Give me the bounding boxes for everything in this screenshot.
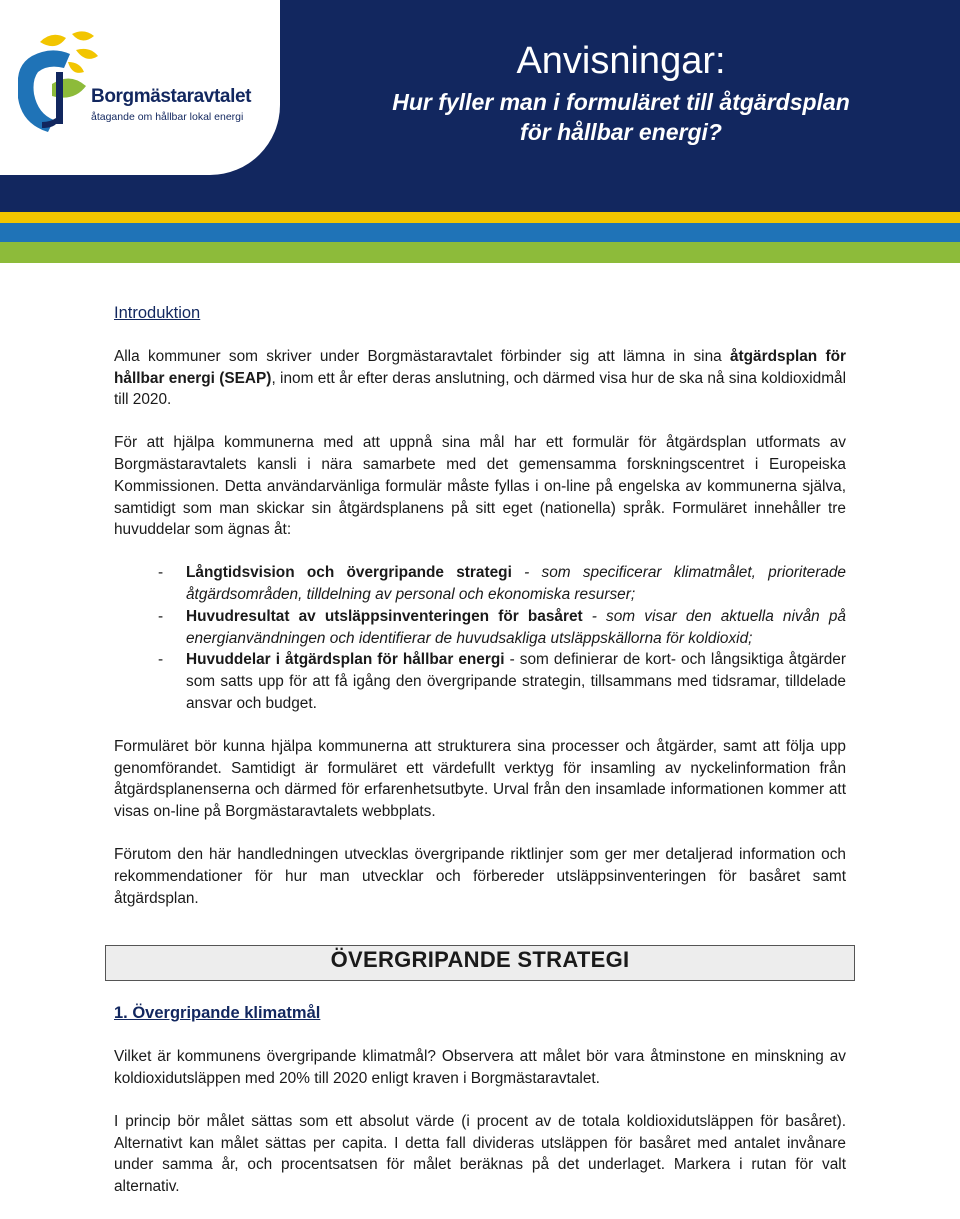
intro-p1-text-a: Alla kommuner som skriver under Borgmästaravtalet förbinder sig att lämna in sina xyxy=(114,347,730,365)
main-parts-list xyxy=(114,562,846,715)
list-item-text: - som specificerar klimatmålet, prioriterade åtgärdsområden, tilldelning av personal och ekonomiska resurser; xyxy=(186,564,846,603)
document-body xyxy=(114,303,846,1219)
header-yellow-stripe xyxy=(0,212,960,223)
section-title-box xyxy=(105,945,855,981)
list-item-title: Huvuddelar i åtgärdsplan för hållbar energi xyxy=(186,651,505,669)
intro-paragraph-2: För att hjälpa kommunerna med att uppnå sina mål har ett formulär för åtgärdsplan utformats av Borgmästaravtalets kansli i nära samarbete med det gemensamma forskningscentret i Europeiska Kommissionen. Detta användarvänliga formulär måste fyllas i on-line på engelska av kommunerna själva, samtidigt som man skickar sin åtgärdsplanens på sitt eget (nationella) språk. Formuläret innehåller tre huvuddelar som ägnas åt: xyxy=(114,434,846,539)
covenant-logo-icon xyxy=(12,28,102,132)
page-subtitle-line-2: för hållbar energi? xyxy=(520,119,722,145)
list-item-title: Huvudresultat av utsläppsinventeringen för basåret xyxy=(186,607,583,625)
intro-heading: Introduktion xyxy=(114,304,201,322)
climate-goal-heading: 1. Övergripande klimatmål xyxy=(114,1004,321,1023)
header-green-stripe xyxy=(0,242,960,263)
page-subtitle-line-1: Hur fyller man i formuläret till åtgärdsplan xyxy=(392,89,850,115)
list-item-text: - som visar den aktuella nivån på energianvändningen och identifierar de huvudsakliga utsläppskällorna för koldioxid; xyxy=(186,607,846,647)
list-dash: - xyxy=(158,651,164,669)
header-blue-stripe xyxy=(0,223,960,242)
list-item-text: - som definierar de kort- och långsiktiga åtgärder som satts upp för att få igång den övergripande strategin, tillsammans med tidsramar, tilldelade ansvar och budget. xyxy=(186,651,846,712)
page-subtitle xyxy=(282,87,960,147)
list-item-title: Långtidsvision och övergripande strategi xyxy=(186,564,512,582)
list-item xyxy=(114,606,846,650)
intro-paragraph-1 xyxy=(114,346,846,411)
strategy-paragraph-2: I princip bör målet sättas som ett absolut värde (i procent av de totala koldioxidutsläppen för basåret). Alternativt kan målet sättas per capita. I detta fall divideras utsläppen för basåret med antalet invånare under samma år, och procentsatsen för målet beräknas på det underlaget. Markera i rutan för valt alternativ. xyxy=(114,1112,846,1196)
intro-p1-bold: åtgärdsplan för hållbar energi (SEAP) xyxy=(114,347,846,387)
logo-name: Borgmästaravtalet xyxy=(91,86,252,107)
list-item xyxy=(114,649,846,714)
logo-tagline: åtagande om hållbar lokal energi xyxy=(91,111,244,123)
strategy-paragraph-1: Vilket är kommunens övergripande klimatmål? Observera att målet bör vara åtminstone en minskning av koldioxidutsläppen med 20% till 2020 enligt kraven i Borgmästaravtalet. xyxy=(114,1048,846,1087)
list-item xyxy=(114,562,846,606)
page-title: Anvisningar: xyxy=(516,40,726,82)
intro-paragraph-3: Formuläret bör kunna hjälpa kommunerna att strukturera sina processer och åtgärder, samt att följa upp genomförandet. Samtidigt är formuläret ett värdefullt verktyg för insamling av nyckelinformation från åtgärdsplanenserna och därmed för erfarenhetsutbyte. Urval från den insamlade informationen kommer att visas on-line på Borgmästaravtalets webbplats. xyxy=(114,737,846,821)
page-header xyxy=(0,0,960,263)
intro-p1-text-c: , inom ett år efter deras anslutning, och därmed visa hur de ska nå sina koldioxidmål till 2020. xyxy=(114,369,846,409)
section-title: ÖVERGRIPANDE STRATEGI xyxy=(330,947,630,973)
intro-paragraph-4: Förutom den här handledningen utvecklas övergripande riktlinjer som ger mer detaljerad information och rekommendationer för hur man utvecklar och förbereder utsläppsinventeringen för basåret samt åtgärdsplan. xyxy=(114,845,846,907)
logo xyxy=(0,0,280,175)
list-dash: - xyxy=(158,564,164,582)
list-dash: - xyxy=(158,607,164,625)
